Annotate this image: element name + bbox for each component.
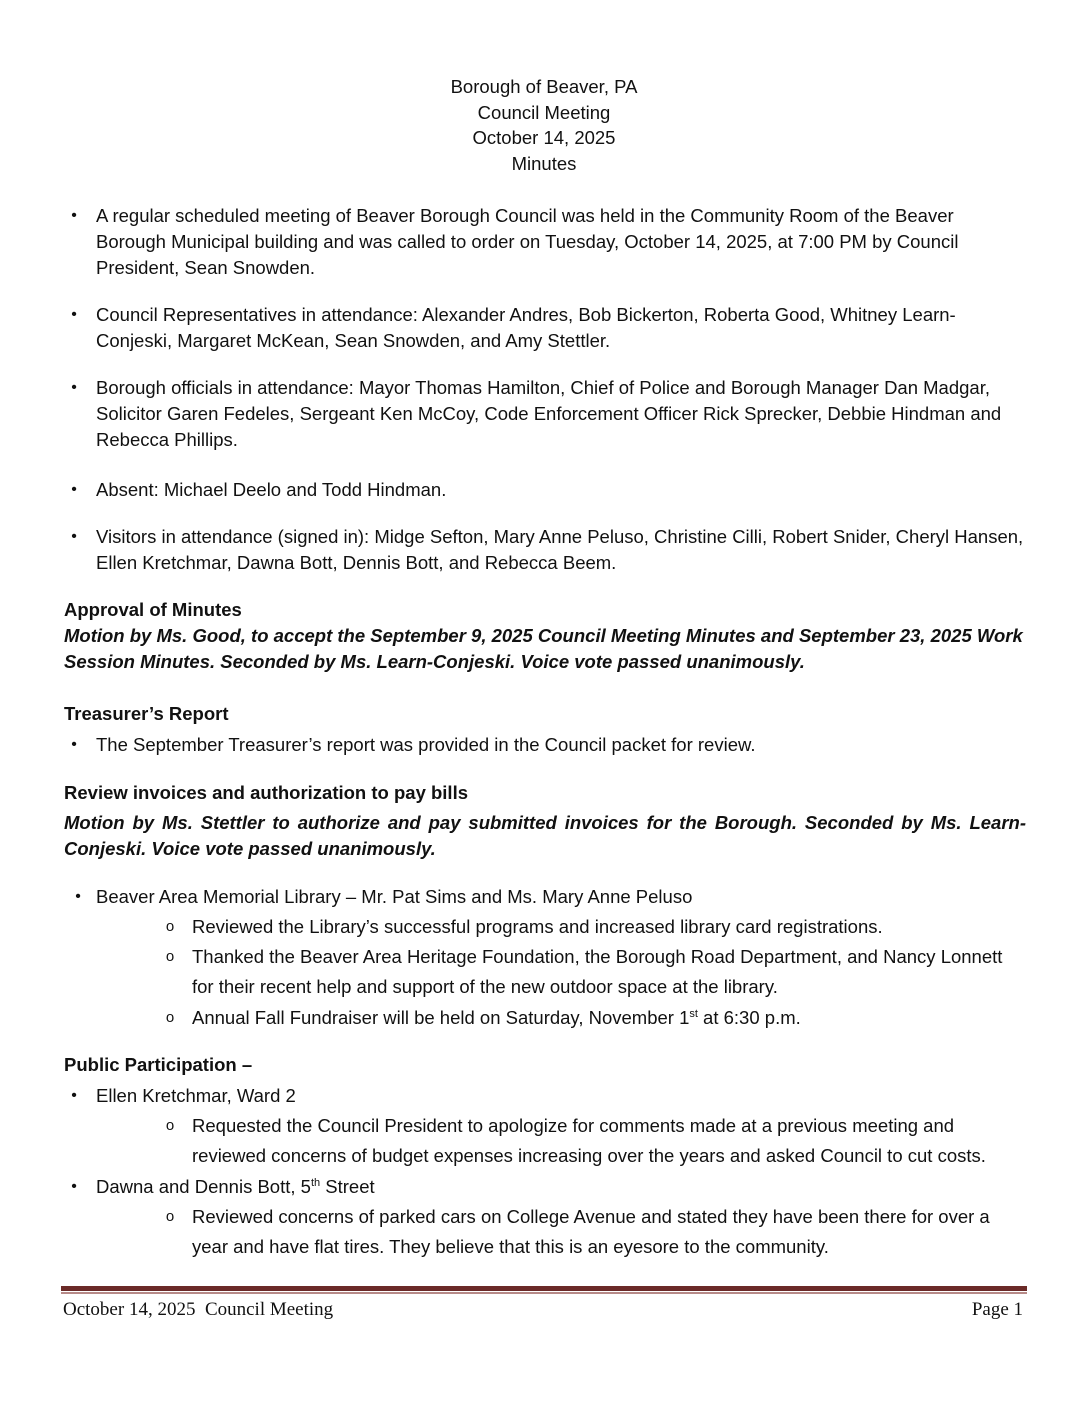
sub-list-item-kretchmar-note xyxy=(160,1113,1020,1171)
document-header xyxy=(0,74,1088,176)
list-item-text: A regular scheduled meeting of Beaver Borough Council was held in the Community Room of the Beaver Borough Municipal building and was called to order on Tuesday, October 14, 2025, at 7:00 PM by Council President, Sean Snowden. xyxy=(96,205,959,278)
list-item-call-to-order xyxy=(64,203,1026,281)
sub-list-item-library-thanks xyxy=(160,944,1020,1002)
fundraiser-text: Annual Fall Fundraiser will be held on Saturday, November 1 xyxy=(192,1007,690,1028)
sub-list-item-text xyxy=(192,1005,1020,1031)
bullet-icon: • xyxy=(75,888,81,905)
section-heading-approval: Approval of Minutes xyxy=(64,599,242,620)
list-item-visitors xyxy=(64,524,1026,576)
bullet-icon: • xyxy=(71,1178,77,1195)
bullet-icon: • xyxy=(71,379,77,396)
header-borough: Borough of Beaver, PA xyxy=(450,76,638,97)
sub-list-item-text: Reviewed the Library’s successful programs and increased library card registrations. xyxy=(192,916,883,937)
motion-approval: Motion by Ms. Good, to accept the September 9, 2025 Council Meeting Minutes and September 23, 2025 Work Session Minutes. Seconded by Ms. Learn-Conjeski. Voice vote passed unanimously. xyxy=(64,625,1023,672)
sub-list-item-text: Reviewed concerns of parked cars on College Avenue and stated they have been there for over a year and have flat tires. They believe that this is an eyesore to the community. xyxy=(192,1206,990,1257)
section-heading-invoices: Review invoices and authorization to pay bills xyxy=(64,782,469,803)
speaker-name-text: Dawna and Dennis Bott, 5 xyxy=(96,1176,311,1197)
sub-bullet-icon: o xyxy=(165,948,175,965)
sub-list-item-bott-note xyxy=(160,1204,1020,1262)
bullet-icon: • xyxy=(71,1087,77,1104)
section-heading-treasurer: Treasurer’s Report xyxy=(64,703,229,724)
footer-rule-accent xyxy=(61,1292,1027,1294)
sub-bullet-icon: o xyxy=(165,1117,175,1134)
section-heading-public-participation: Public Participation – xyxy=(64,1054,253,1075)
list-item-text: The September Treasurer’s report was provided in the Council packet for review. xyxy=(96,734,756,755)
list-item-text: Visitors in attendance (signed in): Midge Sefton, Mary Anne Peluso, Christine Cilli, Robert Snider, Cheryl Hansen, Ellen Kretchmar, Dawna Bott, Dennis Bott, and Rebecca Beem. xyxy=(96,526,1024,573)
sub-list-item-text: Thanked the Beaver Area Heritage Foundation, the Borough Road Department, and Nancy Lonnett for their recent help and support of the new outdoor space at the library. xyxy=(192,946,1003,997)
ordinal-suffix: st xyxy=(689,1007,698,1020)
list-item-speaker-kretchmar xyxy=(64,1083,1026,1109)
sub-list-item-text: Requested the Council President to apologize for comments made at a previous meeting and reviewed concerns of budget expenses increasing over the years and asked Council to cut costs. xyxy=(192,1115,986,1166)
bullet-icon: • xyxy=(71,207,77,224)
header-meeting-type: Council Meeting xyxy=(477,101,611,123)
sub-bullet-icon: o xyxy=(165,1009,175,1026)
speaker-name xyxy=(96,1174,1026,1200)
fundraiser-time: at 6:30 p.m. xyxy=(697,1007,801,1028)
speaker-street: Street xyxy=(320,1176,375,1197)
bullet-icon: • xyxy=(71,736,77,753)
list-item-library xyxy=(64,884,1026,910)
list-item-text: Borough officials in attendance: Mayor Thomas Hamilton, Chief of Police and Borough Manager Dan Madgar, Solicitor Garen Fedeles, Sergeant Ken McCoy, Code Enforcement Officer Rick Sprecker, Debbie Hindman and Rebecca Phillips. xyxy=(96,377,1002,450)
list-item-speaker-bott xyxy=(64,1174,1026,1200)
list-item-absent xyxy=(64,477,1026,503)
speaker-name: Ellen Kretchmar, Ward 2 xyxy=(96,1085,296,1106)
list-item-council-attendance xyxy=(64,302,1026,354)
footer-meeting-label: October 14, 2025 Council Meeting xyxy=(63,1299,334,1320)
sub-bullet-icon: o xyxy=(165,918,175,935)
sub-bullet-icon: o xyxy=(165,1208,175,1225)
list-item-text: Beaver Area Memorial Library – Mr. Pat Sims and Ms. Mary Anne Peluso xyxy=(96,886,693,907)
ordinal-suffix: th xyxy=(310,1176,321,1189)
bullet-icon: • xyxy=(71,528,77,545)
footer-rule xyxy=(61,1286,1027,1291)
header-date: October 14, 2025 xyxy=(472,127,616,148)
list-item-treasurer-report xyxy=(64,732,1026,758)
list-item-officials-attendance xyxy=(64,375,1026,453)
list-item-text: Absent: Michael Deelo and Todd Hindman. xyxy=(96,479,447,500)
motion-invoices: Motion by Ms. Stettler to authorize and pay submitted invoices for the Borough. Seconded by Ms. Learn-Conjeski. Voice vote passed unanimously. xyxy=(64,812,1026,859)
sub-list-item-library-programs xyxy=(160,914,1020,940)
bullet-icon: • xyxy=(71,306,77,323)
header-doc-type: Minutes xyxy=(511,152,577,174)
footer-page-number: Page 1 xyxy=(971,1299,1023,1320)
list-item-text: Council Representatives in attendance: Alexander Andres, Bob Bickerton, Roberta Good, Whitney Learn-Conjeski, Margaret McKean, Sean Snowden, and Amy Stettler. xyxy=(96,304,956,351)
sub-list-item-library-fundraiser xyxy=(160,1005,1020,1031)
bullet-icon: • xyxy=(71,481,77,498)
